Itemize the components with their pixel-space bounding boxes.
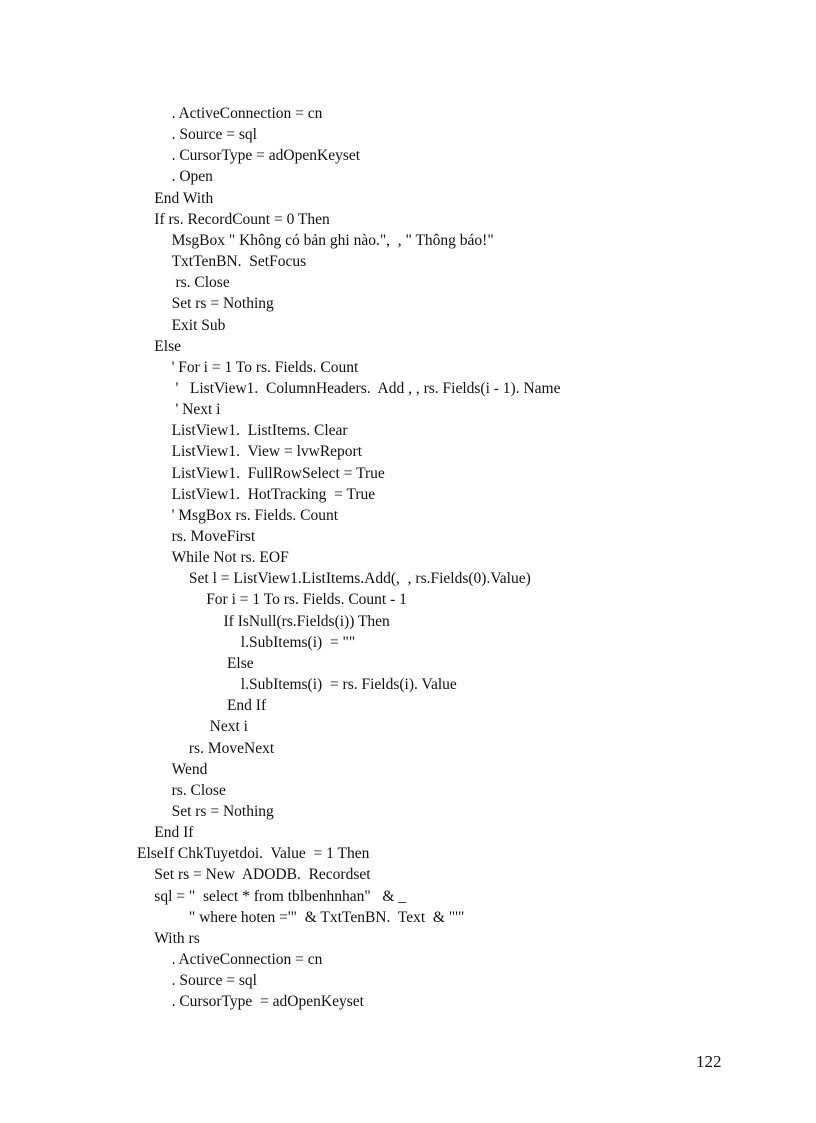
code-line: ListView1. FullRowSelect = True bbox=[171, 464, 385, 482]
code-line: End If bbox=[226, 697, 267, 715]
code-line: . ActiveConnection = cn bbox=[171, 105, 323, 122]
code-line: End If bbox=[154, 824, 194, 842]
code-line: sql = " select * from tblbenhnhan" & _ bbox=[154, 887, 406, 905]
page-number: 122 bbox=[696, 1052, 722, 1071]
code-line: . CursorType = adOpenKeyset bbox=[171, 147, 361, 165]
code-line: ' Next i bbox=[171, 401, 221, 419]
code-line: " where hoten ='" & TxtTenBN. Text & "'" bbox=[188, 908, 465, 926]
code-line: ' ListView1. ColumnHeaders. Add , , rs. Fields(i - 1). Name bbox=[171, 379, 561, 397]
code-line: Next i bbox=[209, 718, 248, 736]
code-line: Else bbox=[226, 654, 254, 672]
code-line: Exit Sub bbox=[171, 316, 226, 334]
code-line: l.SubItems(i) = rs. Fields(i). Value bbox=[240, 676, 457, 694]
code-line: rs. Close bbox=[171, 274, 230, 292]
code-line: rs. MoveFirst bbox=[171, 528, 256, 545]
code-line: If rs. RecordCount = 0 Then bbox=[154, 210, 330, 228]
code-line: ListView1. HotTracking = True bbox=[171, 485, 376, 503]
code-line: MsgBox " Không có bản ghi nào.", , " Thông báo!" bbox=[171, 231, 494, 249]
code-line: Set l = ListView1.ListItems.Add(, , rs.Fields(0).Value) bbox=[188, 570, 531, 588]
code-line: . Source = sql bbox=[171, 972, 257, 990]
code-line: With rs bbox=[154, 929, 200, 947]
code-line: rs. Close bbox=[171, 781, 226, 799]
code-line: ' For i = 1 To rs. Fields. Count bbox=[171, 358, 359, 376]
code-line: While Not rs. EOF bbox=[171, 549, 289, 567]
code-line: . Source = sql bbox=[171, 126, 257, 144]
code-line: . ActiveConnection = cn bbox=[171, 951, 323, 968]
code-line: ListView1. ListItems. Clear bbox=[171, 422, 348, 440]
code-line: Else bbox=[154, 337, 181, 355]
code-line: ListView1. View = lvwReport bbox=[171, 443, 363, 461]
code-line: TxtTenBN. SetFocus bbox=[171, 253, 307, 271]
code-line: End With bbox=[154, 189, 214, 207]
code-line: Set rs = Nothing bbox=[171, 295, 274, 313]
code-line: l.SubItems(i) = "" bbox=[240, 633, 356, 651]
code-line: ElseIf ChkTuyetdoi. Value = 1 Then bbox=[137, 845, 370, 863]
code-line: For i = 1 To rs. Fields. Count - 1 bbox=[206, 591, 407, 609]
code-line: Set rs = New ADODB. Recordset bbox=[154, 866, 371, 884]
code-line: . CursorType = adOpenKeyset bbox=[171, 993, 364, 1011]
code-line: Wend bbox=[171, 760, 208, 778]
code-line: ' MsgBox rs. Fields. Count bbox=[171, 506, 339, 524]
code-line: Set rs = Nothing bbox=[171, 802, 274, 820]
code-line: rs. MoveNext bbox=[188, 739, 275, 757]
code-line: . Open bbox=[171, 168, 213, 186]
code-line: If IsNull(rs.Fields(i)) Then bbox=[223, 612, 390, 630]
